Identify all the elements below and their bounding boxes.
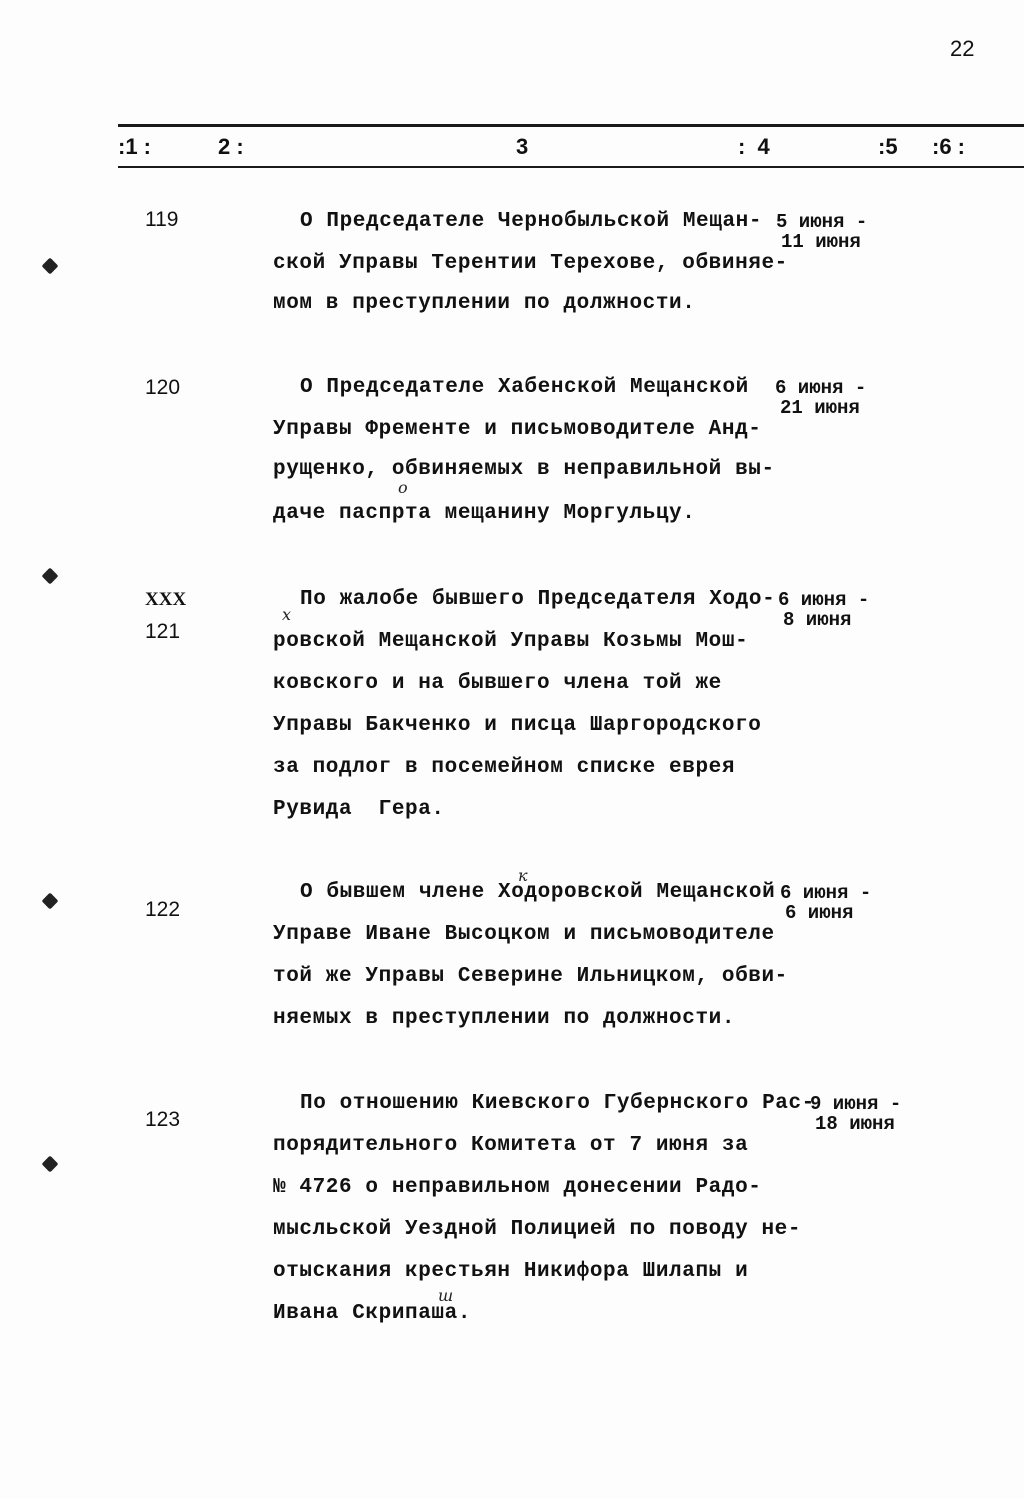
date-from: 6 июня -: [780, 882, 872, 904]
binding-hole-mark: [42, 1156, 59, 1173]
date-from: 6 июня -: [775, 377, 867, 399]
entry-text-line: Управе Иване Высоцком и письмоводителе: [273, 923, 775, 946]
column-header-5: :5: [878, 134, 898, 159]
entry-text-line: Ивана Скрипаша.: [273, 1302, 472, 1325]
entry-text-line: за подлог в посемейном списке еврея: [273, 756, 736, 779]
entry-text-line: рущенко, обвиняемых в неправильной вы-: [273, 458, 775, 481]
binding-hole-mark: [42, 568, 59, 585]
entry-number: 121: [145, 620, 181, 643]
entry-text-line: отыскания крестьян Никифора Шилапы и: [273, 1260, 749, 1283]
entry-number: 120: [145, 376, 181, 399]
entry-text-line: той же Управы Северине Ильницком, обви-: [273, 965, 788, 988]
date-from: 9 июня -: [810, 1093, 902, 1115]
binding-hole-mark: [42, 258, 59, 275]
binding-hole-mark: [42, 893, 59, 910]
entry-text-line: По жалобе бывшего Председателя Ходо-: [300, 588, 776, 611]
entry-text-line: ской Управы Терентии Терехове, обвиняе-: [273, 252, 788, 275]
entry-number: 123: [145, 1108, 181, 1131]
entry-text-line: мом в преступлении по должности.: [273, 292, 696, 315]
entry-text-line: ковского и на бывшего члена той же: [273, 672, 722, 695]
handwritten-correction: ш: [438, 1286, 454, 1305]
header-rule-bottom: [118, 166, 1024, 168]
column-header-3: 3: [516, 134, 529, 159]
entry-text-line: О Председателе Чернобыльской Мещан-: [300, 210, 763, 233]
entry-text-line: Управы Фременте и письмоводителе Анд-: [273, 418, 762, 441]
entry-text-line: О Председателе Хабенской Мещанской: [300, 376, 749, 399]
column-header-6: :6 :: [932, 134, 965, 159]
header-rule-top: [118, 124, 1024, 127]
date-from: 5 июня -: [776, 211, 868, 233]
entry-text-line: мысльской Уездной Полицией по поводу не-: [273, 1218, 802, 1241]
entry-text-line: Управы Бакченко и писца Шаргородского: [273, 714, 762, 737]
date-from: 6 июня -: [778, 589, 870, 611]
handwritten-correction: о: [398, 478, 408, 497]
entry-text-line: № 4726 о неправильном донесении Радо-: [273, 1176, 762, 1199]
date-to: 6 июня: [785, 902, 854, 924]
entry-number: 119: [145, 208, 179, 231]
entry-text-line: По отношению Киевского Губернского Рас-: [300, 1092, 815, 1115]
entry-text-line: ровской Мещанской Управы Козьмы Мош-: [273, 630, 749, 653]
column-header-4: : 4: [738, 134, 770, 159]
struck-entry-number: XXX: [145, 589, 187, 610]
date-to: 11 июня: [781, 231, 861, 253]
handwritten-correction: х: [282, 605, 292, 624]
column-header-1: :1 :: [118, 134, 151, 159]
entry-text-line: няемых в преступлении по должности.: [273, 1007, 736, 1030]
entry-text-line: О бывшем члене Ходоровской Мещанской: [300, 881, 776, 904]
date-to: 21 июня: [780, 397, 860, 419]
page-number: 22: [950, 36, 975, 61]
entry-number: 122: [145, 898, 181, 921]
date-to: 8 июня: [783, 609, 852, 631]
entry-text-line: даче паспрта мещанину Моргульцу.: [273, 502, 696, 525]
entry-text-line: порядительного Комитета от 7 июня за: [273, 1134, 749, 1157]
entry-text-line: Рувида Гера.: [273, 798, 445, 821]
date-to: 18 июня: [815, 1113, 895, 1135]
column-header-2: 2 :: [218, 134, 244, 159]
handwritten-correction: к: [518, 866, 528, 885]
